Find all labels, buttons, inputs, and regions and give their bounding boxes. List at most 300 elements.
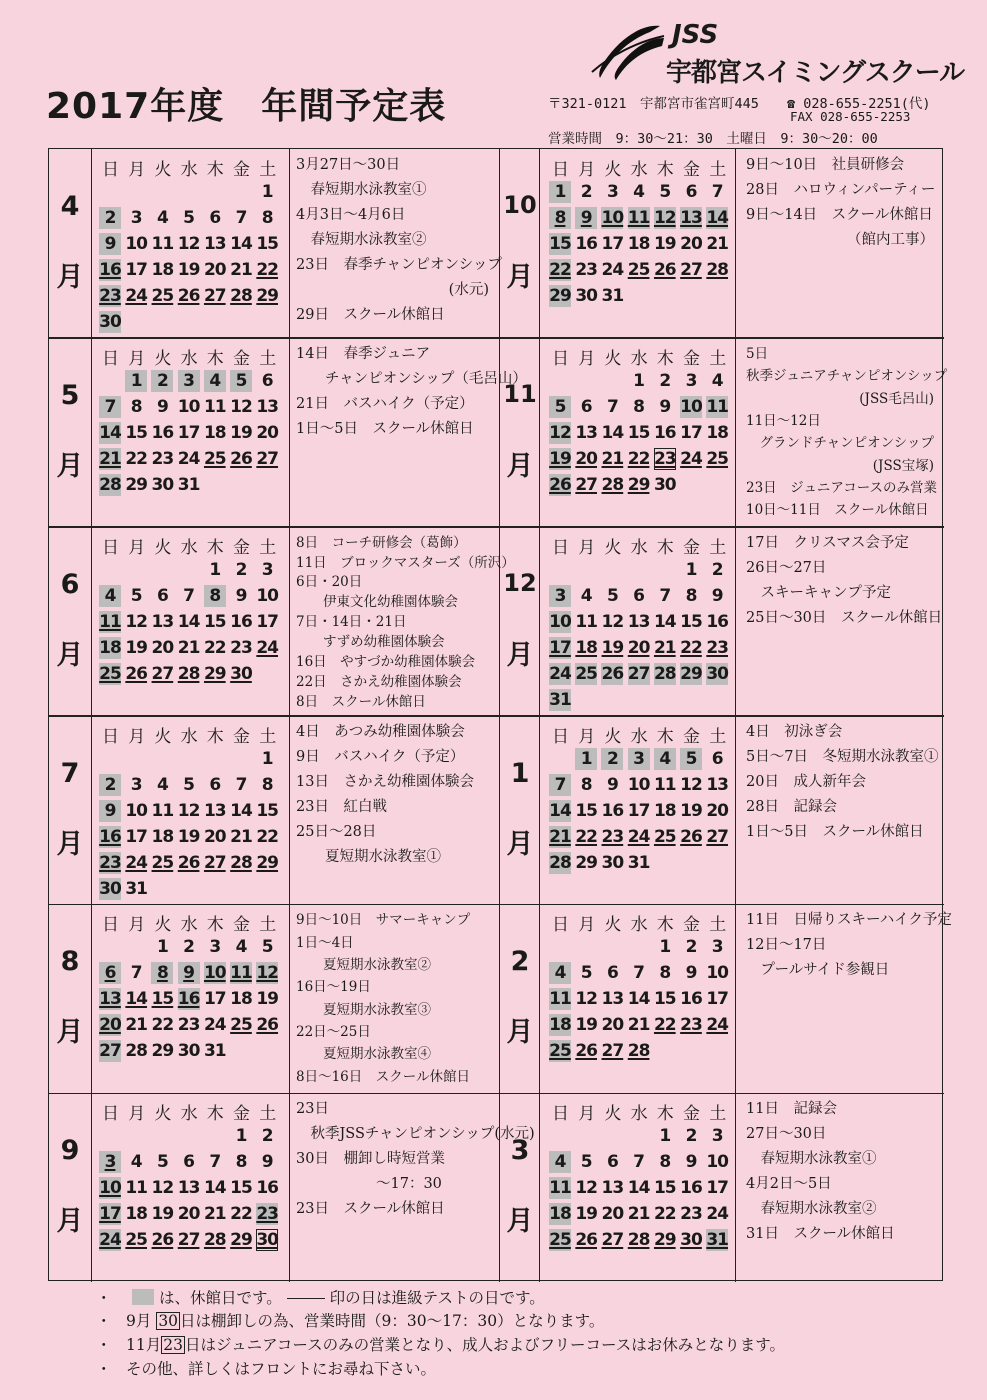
- weekday-label: 木: [206, 915, 224, 936]
- calendar-day: 24: [177, 448, 200, 469]
- calendar-grid: [48, 148, 952, 1281]
- calendar-day: 29: [230, 1230, 252, 1251]
- calendar-day: 3: [99, 1151, 121, 1173]
- weekday-label: 木: [656, 1104, 674, 1125]
- calendar-day: 21: [230, 260, 252, 280]
- calendar-day: 18: [151, 826, 174, 847]
- weekday-label: 木: [206, 537, 224, 558]
- weekday-label: 土: [259, 160, 277, 180]
- hours-line: 営業時間 9：30～21：30 土曜日 9：30～20：00: [548, 131, 878, 147]
- month-label: 3: [510, 1135, 530, 1167]
- calendar-day: 30: [99, 878, 121, 899]
- calendar-day: 19: [680, 800, 702, 821]
- calendar-day: 5: [580, 963, 592, 984]
- calendar-day: 16: [230, 611, 252, 632]
- calendar-day: 16: [575, 234, 598, 254]
- event-line: すずめ幼稚園体験会: [296, 634, 445, 651]
- calendar-day: 14: [99, 422, 121, 443]
- event-line: (JSS毛呂山): [859, 390, 934, 407]
- calendar-day: 27: [575, 474, 598, 495]
- event-line: 11日 記録会: [746, 1101, 837, 1118]
- calendar-day: 15: [230, 1178, 252, 1199]
- weekday-label: 火: [604, 348, 622, 369]
- calendar-day: 24: [549, 663, 571, 684]
- calendar-day: 16: [680, 989, 702, 1010]
- weekday-label: 日: [102, 160, 119, 180]
- calendar-day: 22: [230, 1204, 252, 1225]
- calendar-day: 2: [685, 937, 697, 958]
- calendar-day: 8: [151, 962, 173, 984]
- bullet: ・: [96, 1336, 112, 1354]
- calendar-day: 31: [125, 878, 148, 899]
- calendar-day: 1: [235, 1126, 247, 1147]
- weekday-label: 月: [128, 1104, 146, 1125]
- calendar-day: 25: [549, 1041, 571, 1062]
- event-line: 31日 スクール休館日: [746, 1226, 895, 1243]
- calendar-day: 28: [627, 1230, 650, 1251]
- weekday-label: 火: [154, 348, 172, 369]
- calendar-day: 5: [261, 937, 273, 958]
- calendar-day: 21: [99, 448, 121, 469]
- weekday-label: 木: [206, 348, 224, 369]
- calendar-day: 23: [230, 637, 252, 658]
- weekday-label: 土: [709, 1104, 727, 1125]
- event-line: グランドチャンピオンシップ: [746, 435, 934, 452]
- calendar-day: 9: [685, 963, 697, 984]
- calendar-day: 16: [653, 422, 676, 443]
- month-unit: 月: [506, 1206, 534, 1238]
- event-line: 14日 春季ジュニア: [296, 345, 431, 362]
- month-unit: 月: [506, 828, 534, 860]
- weekday-label: 火: [604, 915, 622, 936]
- event-line: 3月27日～30日: [296, 157, 401, 173]
- event-line: 8日 コーチ研修会（葛飾）: [296, 534, 467, 551]
- event-line: 9日 バスハイク（予定）: [296, 748, 465, 765]
- calendar-day: 22: [125, 448, 148, 469]
- calendar-day: 9: [606, 774, 618, 795]
- calendar-day: 26: [575, 1041, 598, 1062]
- calendar-day: 13: [601, 989, 624, 1010]
- calendar-day: 23: [706, 637, 729, 658]
- event-line: 5日: [746, 345, 769, 362]
- calendar-day: 2: [601, 748, 623, 770]
- calendar-day: 14: [653, 611, 676, 632]
- month-label: 1: [510, 757, 530, 789]
- calendar-day: 1: [261, 182, 273, 202]
- calendar-day: 26: [653, 260, 676, 280]
- logo-jss-text: JSS: [672, 20, 719, 50]
- calendar-day: 11: [549, 1178, 571, 1199]
- calendar-day: 25: [230, 1015, 252, 1036]
- calendar-day: 19: [125, 637, 148, 658]
- weekday-label: 火: [604, 1104, 622, 1125]
- calendar-day: 9: [99, 233, 121, 255]
- calendar-day: 11: [99, 611, 121, 632]
- event-line: 春短期水泳教室②: [296, 232, 427, 248]
- calendar-day: 4: [156, 774, 168, 795]
- calendar-day: 12: [230, 396, 252, 417]
- calendar-day: 30: [680, 1230, 702, 1251]
- event-line: 26日～27日: [746, 559, 827, 576]
- event-line: 25日～28日: [296, 823, 377, 840]
- weekday-label: 金: [233, 1104, 250, 1125]
- event-line: 29日 スクール休館日: [296, 307, 445, 323]
- calendar-day: 29: [627, 474, 650, 495]
- calendar-day: 8: [261, 774, 273, 795]
- row-divider: [49, 337, 944, 339]
- month-unit: 月: [56, 1206, 84, 1238]
- weekday-label: 水: [630, 726, 648, 747]
- event-line: 1日～5日 スクール休館日: [296, 420, 474, 437]
- event-line: 7日・14日・21日: [296, 614, 407, 631]
- calendar-day: 8: [235, 1152, 247, 1173]
- calendar-day: 5: [680, 748, 702, 770]
- calendar-day: 14: [125, 989, 148, 1010]
- calendar-day: 15: [627, 422, 650, 443]
- weekday-label: 水: [630, 537, 648, 558]
- calendar-day: 5: [230, 370, 252, 392]
- month-unit: 月: [56, 262, 84, 293]
- month-label: 4: [60, 191, 80, 222]
- weekday-label: 日: [552, 1104, 569, 1125]
- calendar-day: 28: [125, 1041, 148, 1062]
- calendar-day: 12: [680, 774, 702, 795]
- calendar-day: 10: [256, 585, 279, 606]
- event-line: 16日 やすづか幼稚園体験会: [296, 653, 476, 670]
- weekday-label: 土: [259, 726, 277, 747]
- event-line: 4日 あつみ幼稚園体験会: [296, 723, 465, 740]
- calendar-day: 25: [151, 852, 174, 873]
- weekday-label: 土: [259, 537, 277, 558]
- calendar-day: 23: [680, 1015, 702, 1036]
- calendar-day: 21: [549, 826, 571, 847]
- calendar-day: 9: [659, 396, 671, 417]
- weekday-label: 金: [683, 537, 700, 558]
- fax-line: FAX 028-655-2253: [790, 109, 911, 124]
- month-label: 11: [503, 379, 537, 408]
- calendar-day: 29: [125, 474, 148, 495]
- calendar-day: 3: [130, 208, 142, 228]
- calendar-day: 16: [256, 1178, 279, 1199]
- calendar-day: 17: [627, 800, 650, 821]
- weekday-label: 土: [709, 537, 727, 558]
- calendar-day: 16: [99, 260, 121, 280]
- event-line: 11日 ブロックマスターズ（所沢）: [296, 554, 515, 571]
- event-line: 9日～10日 サマーキャンプ: [296, 912, 471, 929]
- test-day-underline-sample: [287, 1298, 325, 1299]
- weekday-label: 日: [102, 348, 119, 369]
- calendar-day: 1: [549, 181, 571, 203]
- calendar-day: 31: [177, 474, 200, 495]
- calendar-day: 8: [580, 774, 592, 795]
- calendar-day: 28: [99, 474, 121, 495]
- weekday-label: 火: [154, 915, 172, 936]
- calendar-day: 13: [203, 800, 226, 821]
- bullet: ・: [96, 1289, 112, 1307]
- calendar-day: 21: [230, 826, 252, 847]
- weekday-label: 木: [206, 160, 224, 180]
- calendar-day: 9: [711, 585, 723, 606]
- calendar-day: 5: [580, 1152, 592, 1173]
- weekday-label: 日: [552, 915, 569, 936]
- calendar-day: 18: [653, 800, 676, 821]
- calendar-day: 17: [549, 637, 571, 658]
- weekday-label: 月: [128, 348, 146, 369]
- calendar-day: 28: [203, 1230, 226, 1251]
- calendar-day: 11: [653, 774, 676, 795]
- calendar-day: 8: [549, 207, 571, 229]
- weekday-label: 金: [683, 726, 700, 747]
- calendar-day: 6: [685, 182, 697, 202]
- calendar-day: 13: [151, 611, 174, 632]
- calendar-day: 28: [177, 663, 200, 684]
- month-unit: 月: [506, 262, 534, 293]
- event-line: 23日 ジュニアコースのみ営業: [746, 479, 938, 496]
- weekday-label: 金: [683, 1104, 700, 1125]
- event-line: 28日 記録会: [746, 798, 837, 815]
- calendar-day: 26: [256, 1015, 279, 1036]
- calendar-day: 23: [575, 260, 598, 280]
- calendar-day: 23: [177, 1015, 200, 1036]
- calendar-day: 7: [606, 396, 618, 417]
- event-line: チャンピオンシップ（毛呂山）: [296, 370, 527, 387]
- month-unit: 月: [506, 1017, 534, 1049]
- calendar-day: 16: [99, 826, 121, 847]
- row-divider: [49, 526, 944, 528]
- calendar-day: 14: [549, 800, 571, 821]
- calendar-day: 5: [659, 182, 671, 202]
- calendar-day: 24: [601, 260, 624, 280]
- calendar-day: 25: [549, 1230, 571, 1251]
- calendar-day: 13: [627, 611, 650, 632]
- calendar-day: 11: [125, 1178, 148, 1199]
- calendar-day: 24: [627, 826, 650, 847]
- calendar-day: 22: [653, 1015, 676, 1036]
- weekday-label: 土: [259, 348, 277, 369]
- calendar-day: 4: [156, 208, 168, 228]
- calendar-day: 6: [99, 962, 121, 984]
- column-divider: [539, 149, 541, 1282]
- calendar-day: 22: [575, 826, 598, 847]
- calendar-day: 15: [680, 611, 702, 632]
- calendar-day: 26: [601, 663, 624, 684]
- calendar-day: 22: [627, 448, 650, 469]
- calendar-day: 8: [659, 1152, 671, 1173]
- calendar-day: 3: [628, 748, 650, 770]
- note-other: [96, 1357, 437, 1379]
- event-line: 16日～19日: [296, 979, 371, 996]
- calendar-day: 18: [99, 637, 121, 658]
- calendar-day: 20: [177, 1204, 200, 1225]
- calendar-day: 1: [659, 1126, 671, 1147]
- calendar-day: 20: [706, 800, 729, 821]
- calendar-day: 10: [706, 963, 729, 984]
- calendar-day: 22: [680, 637, 702, 658]
- calendar-day: 12: [256, 963, 279, 984]
- calendar-day: 11: [151, 800, 174, 821]
- calendar-day: 13: [680, 208, 702, 228]
- calendar-day: 20: [203, 826, 226, 847]
- note-text: は、休館日です。: [158, 1289, 282, 1307]
- page-title: 2017年度 年間予定表: [46, 86, 447, 127]
- calendar-day: 15: [256, 234, 279, 254]
- calendar-day: 23: [256, 1204, 279, 1225]
- calendar-day: 12: [177, 234, 200, 254]
- calendar-day: 30: [706, 663, 729, 684]
- calendar-day: 28: [230, 852, 252, 873]
- calendar-day: 13: [256, 396, 279, 417]
- calendar-day: 15: [575, 800, 598, 821]
- calendar-day: 19: [575, 1015, 598, 1036]
- calendar-day: 22: [256, 826, 279, 847]
- weekday-label: 土: [259, 915, 277, 936]
- calendar-day: 13: [575, 422, 598, 443]
- calendar-day: 29: [653, 1230, 676, 1251]
- calendar-day: 8: [261, 208, 273, 228]
- calendar-day: 7: [130, 963, 142, 984]
- calendar-day: 10: [627, 774, 650, 795]
- event-line: 25日～30日 スクール休館日: [746, 609, 943, 626]
- calendar-day: 23: [99, 852, 121, 873]
- school-logo: [590, 18, 965, 88]
- calendar-day: 9: [156, 396, 168, 417]
- event-line: 秋季ジュニアチャンピオンシップ: [746, 368, 948, 385]
- calendar-day: 6: [606, 1152, 618, 1173]
- calendar-day: 25: [706, 448, 729, 469]
- calendar-day: 26: [575, 1230, 598, 1251]
- event-line: 20日 成人新年会: [746, 773, 866, 790]
- calendar-day: 31: [627, 852, 650, 873]
- calendar-day: 2: [235, 559, 247, 580]
- row-divider: [49, 715, 944, 717]
- calendar-day: 22: [256, 260, 279, 280]
- logo-swoosh-icon: [590, 22, 666, 82]
- event-line: 11日 日帰りスキーハイク予定: [746, 912, 952, 929]
- event-line: 28日 ハロウィンパーティー: [746, 182, 936, 198]
- calendar-day: 12: [177, 800, 200, 821]
- calendar-day: 13: [177, 1178, 200, 1199]
- calendar-day: 10: [125, 234, 148, 254]
- calendar-day: 21: [627, 1015, 650, 1036]
- weekday-label: 日: [552, 537, 569, 558]
- calendar-day: 16: [680, 1178, 702, 1199]
- calendar-day: 5: [183, 774, 195, 795]
- calendar-day: 25: [653, 826, 676, 847]
- calendar-day: 9: [99, 800, 121, 822]
- calendar-day: 6: [711, 748, 723, 769]
- calendar-day: 14: [230, 234, 252, 254]
- calendar-day: 20: [575, 448, 598, 469]
- event-line: 9日～14日 スクール休館日: [746, 207, 933, 223]
- calendar-day: 14: [706, 208, 729, 228]
- calendar-day: 1: [125, 370, 147, 392]
- calendar-day: 16: [177, 989, 200, 1010]
- calendar-day: 2: [151, 370, 173, 392]
- calendar-day: 3: [209, 937, 221, 958]
- calendar-day: 29: [680, 663, 702, 684]
- calendar-day: 27: [177, 1230, 200, 1251]
- calendar-day: 10: [177, 396, 200, 417]
- calendar-day: 21: [627, 1204, 650, 1225]
- note-text: 印の日は進級テストの日です。: [329, 1289, 545, 1307]
- weekday-label: 日: [552, 348, 569, 369]
- calendar-day: 7: [633, 963, 645, 984]
- event-line: 伊東文化幼稚園体験会: [296, 594, 458, 611]
- calendar-day: 4: [99, 585, 121, 607]
- calendar-day: 30: [256, 1230, 279, 1251]
- weekday-label: 金: [683, 160, 700, 180]
- month-label: 8: [60, 946, 80, 978]
- calendar-day: 4: [235, 937, 247, 958]
- calendar-day: 19: [151, 1204, 174, 1225]
- event-line: 1日～4日: [296, 934, 354, 951]
- calendar-day: 5: [183, 208, 195, 228]
- calendar-day: 10: [203, 963, 226, 984]
- note-text: 日は棚卸しの為、営業時間（9：30～17：30）となります。: [180, 1312, 605, 1330]
- calendar-day: 24: [203, 1015, 226, 1036]
- weekday-label: 金: [683, 915, 700, 936]
- calendar-day: 27: [99, 1041, 121, 1062]
- calendar-day: 20: [99, 1015, 121, 1036]
- calendar-day: 25: [99, 663, 121, 684]
- calendar-day: 27: [601, 1041, 624, 1062]
- calendar-day: 3: [606, 182, 618, 202]
- calendar-day: 14: [627, 1178, 650, 1199]
- calendar-day: 22: [549, 260, 571, 280]
- event-line: 夏短期水泳教室③: [296, 1001, 431, 1018]
- calendar-day: 3: [178, 370, 200, 392]
- calendar-day: 26: [125, 663, 148, 684]
- calendar-day: 11: [627, 208, 650, 228]
- calendar-day: 18: [706, 422, 729, 443]
- weekday-label: 水: [180, 1104, 198, 1125]
- calendar-day: 4: [549, 962, 571, 984]
- calendar-day: 4: [711, 370, 723, 391]
- weekday-label: 火: [604, 160, 622, 180]
- calendar-day: 20: [203, 260, 226, 280]
- calendar-day: 4: [204, 370, 226, 392]
- calendar-day: 30: [575, 286, 598, 306]
- calendar-day: 6: [183, 1152, 195, 1173]
- calendar-day: 19: [653, 234, 676, 254]
- calendar-day: 26: [177, 286, 200, 306]
- calendar-day: 8: [685, 585, 697, 606]
- calendar-day: 21: [601, 448, 624, 469]
- weekday-label: 金: [233, 160, 250, 180]
- calendar-day: 12: [125, 611, 148, 632]
- calendar-day: 9: [178, 962, 200, 984]
- boxed-date: 30: [158, 1312, 179, 1330]
- calendar-day: 17: [125, 826, 148, 847]
- event-line: 23日 紅白戦: [296, 798, 387, 815]
- event-line: (水元): [448, 282, 489, 298]
- event-line: 11日～12日: [746, 412, 821, 429]
- calendar-day: 27: [601, 1230, 624, 1251]
- note-november: [96, 1333, 785, 1355]
- tel-line: ☎ 028-655-2251(代): [787, 96, 931, 112]
- calendar-day: 10: [549, 611, 571, 632]
- boxed-date: 23: [163, 1336, 183, 1354]
- weekday-label: 水: [630, 160, 648, 180]
- weekday-label: 木: [656, 537, 674, 558]
- calendar-day: 7: [99, 396, 121, 418]
- calendar-day: 6: [261, 370, 273, 391]
- calendar-day: 15: [125, 422, 148, 443]
- calendar-day: 1: [659, 937, 671, 958]
- event-line: 9日～10日 社員研修会: [746, 157, 905, 173]
- event-line: （館内工事）: [847, 232, 934, 248]
- calendar-day: 20: [601, 1015, 624, 1036]
